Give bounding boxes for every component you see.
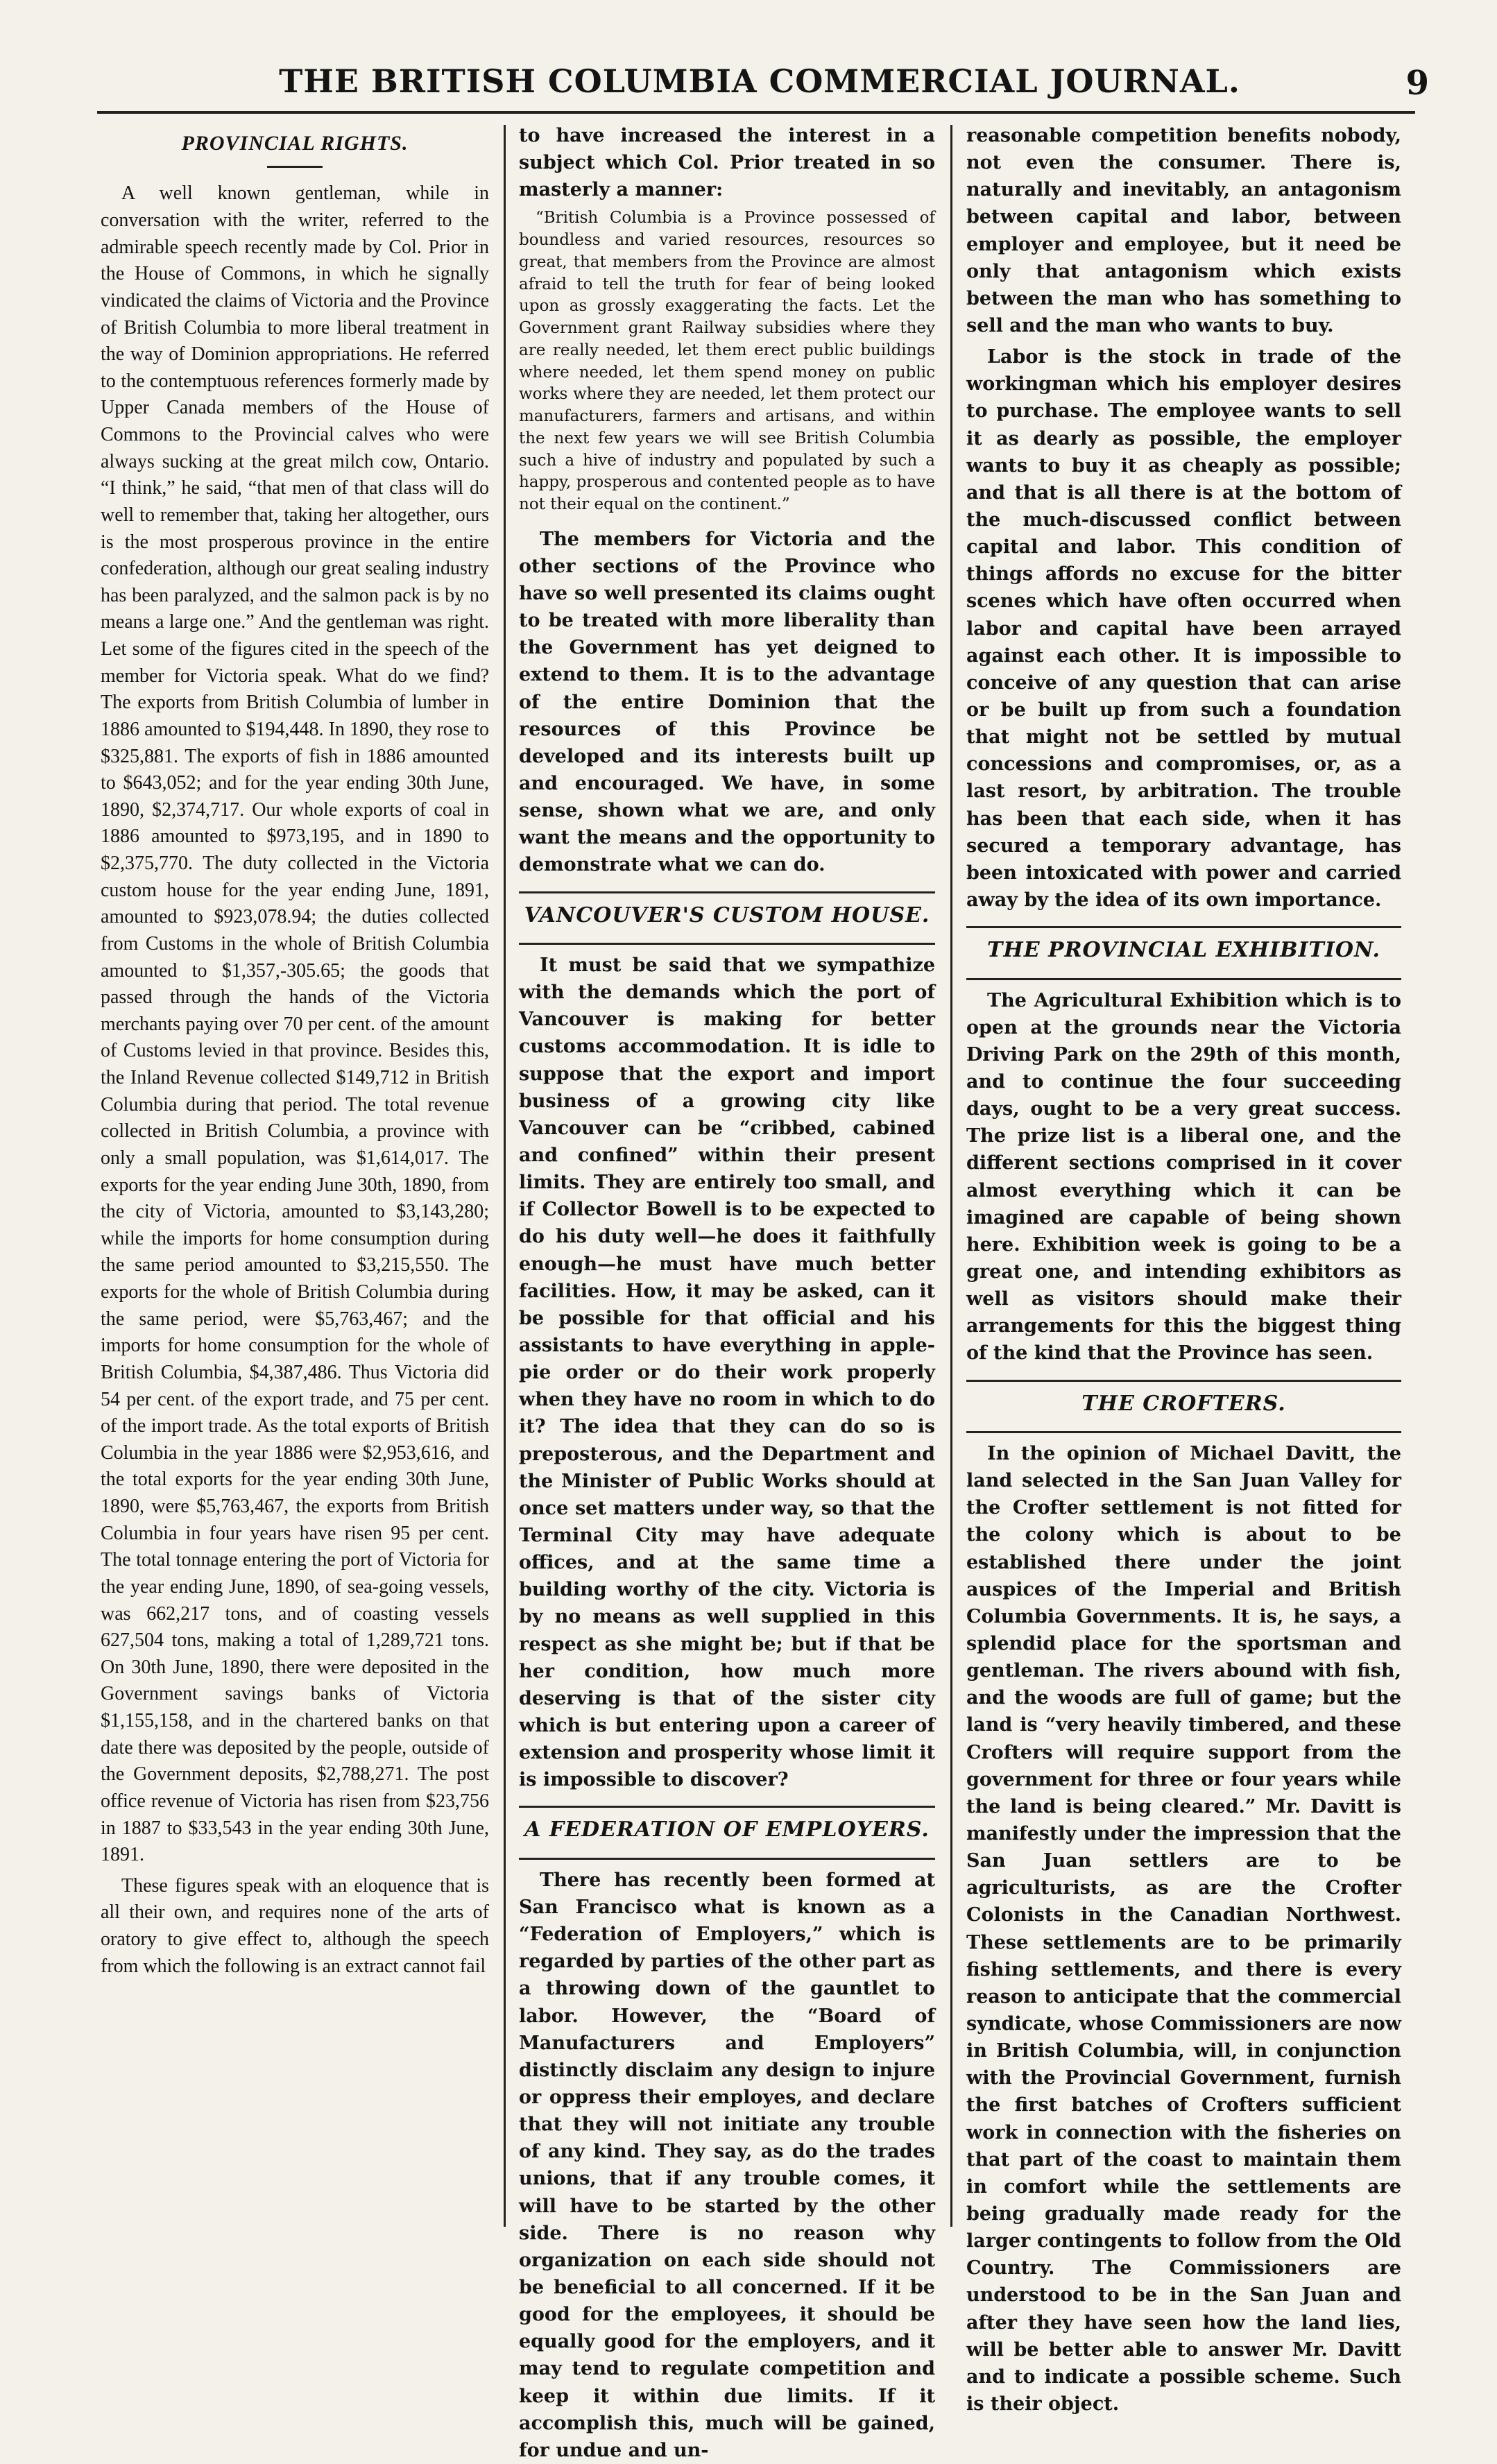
column-2 <box>519 122 935 2461</box>
section-rule <box>519 891 935 893</box>
column-1 <box>101 122 489 2231</box>
section-rule <box>966 1380 1401 1382</box>
article-paragraph: A well known gentleman, while in conversation with the writer, referred to the admirable speech recently made by Col. Prior in the House of Commons, in which he signally vindicated the claims of Victoria and the Province of British Columbia to more liberal treatment in the way of Dominion appropriations. He referred to the contemptuous references formerly made by Upper Canada members of the House of Commons to the Provincial calves who were always sucking at the great milch cow, Ontario. “I think,” he said, “that men of that class will do well to remember that, taking her altogether, ours is the most prosperous province in the entire confederation, although our great sealing industry has been paralyzed, and the salmon pack is by no means a large one.” And the gentleman was right. Let some of the figures cited in the speech of the member for Victoria speak. What do we find? The exports from British Columbia of lumber in 1886 amounted to $194,448. In 1890, they rose to $325,881. The exports of fish in 1886 amounted to $643,052; and for the year ending 30th June, 1890, $2,374,717. Our whole exports of coal in 1886 amounted to $973,195, and in 1890 to $2,375,770. The duty collected in the Victoria custom house for the year ending June, 1891, amounted to $923,078.94; the duties collected from Customs in the whole of British Columbia amounted to $1,357,-305.65; the goods that passed through the hands of the Victoria merchants paying over 70 per cent. of the amount of Customs levied in that province. Besides this, the Inland Revenue collected $149,712 in British Columbia during that period. The total revenue collected in British Columbia, a province with only a small population, was $1,614,017. The exports for the year ending June 30th, 1890, from the city of Victoria, amounted to $3,143,280; while the imports for home consumption during the same period amounted to $3,215,550. The exports for the whole of British Columbia during the same period, were $5,763,467; and the imports for home consumption for the whole of British Columbia, $4,387,486. Thus Victoria did 54 per cent. of the export trade, and 75 per cent. of the import trade. As the total exports of British Columbia in the year 1886 were $2,953,616, and the total exports for the year ending 30th June, 1890, were $5,763,467, the exports from British Columbia in four years have risen 95 per cent. The total tonnage entering the port of Victoria for the year ending June, 1890, of sea-going vessels, was 662,217 tons, and of coasting vessels 627,504 tons, making a total of 1,289,721 tons. On 30th June, 1890, there were deposited in the Government savings banks of Victoria $1,155,158, and in the chartered banks on that date there was deposited by the people, outside of the Government deposits, $2,788,271. The post office revenue of Victoria has risen from $23,756 in 1887 to $33,543 in the year ending 30th June, 1891. <box>101 182 489 1866</box>
column-rule-1 <box>504 125 506 2227</box>
column-3 <box>966 122 1401 2415</box>
heading-provincial-rights: PROVINCIAL RIGHTS. <box>181 132 409 155</box>
section-rule <box>966 978 1401 980</box>
journal-title: THE BRITISH COLUMBIA COMMERCIAL JOURNAL. <box>279 62 1240 100</box>
masthead <box>90 62 1429 111</box>
page-number: 9 <box>1405 64 1429 103</box>
section-rule <box>519 1858 935 1860</box>
heading-provincial-exhibition: THE PROVINCIAL EXHIBITION. <box>987 938 1380 963</box>
masthead-rule <box>97 111 1415 114</box>
speech-quote <box>519 207 935 515</box>
article-continuation: reasonable competition benefits nobody, not even the consumer. There is, naturally and inevitably, an antagonism between capital and labor, between employer and employee, but it need be only that antagonism which exists between the man who has something to sell and the man who wants to buy. <box>966 125 1401 336</box>
heading-vancouver-custom-house: VANCOUVER'S CUSTOM HOUSE. <box>524 902 930 927</box>
heading-crofters: THE CROFTERS. <box>1081 1391 1286 1416</box>
section-rule <box>966 926 1401 928</box>
heading-federation-of-employers: A FEDERATION OF EMPLOYERS. <box>524 1817 930 1842</box>
article-paragraph: In the opinion of Michael Davitt, the land selected in the San Juan Valley for the Crofter settlement is not fitted for the colony which is about to be established there under the joint auspices of the Imperial and British Columbia Governments. It is, he says, a splendid place for the sportsman and gentleman. The rivers abound with fish, and the woods are full of game; but the land is “very heavily timbered, and these Crofters will require support from the government for three or four years while the land is being cleared.” Mr. Davitt is manifestly under the impression that the San Juan settlers are to be agriculturists, as are the Crofter Colonists in the Canadian Northwest. These settlements are to be primarily fishing settlements, and there is every reason to anticipate that the commercial syndicate, whose Commissioners are now in British Columbia, will, in conjunction with the Provincial Government, furnish the first batches of Crofters sufficient work in connection with the fisheries on that part of the coast to maintain them in comfort while the settlements are being gradually made ready for the larger contingents to follow from the Old Country. The Commissioners are understood to be in the San Juan and after they have seen how the land lies, will be better able to answer Mr. Davitt and to indicate a possible scheme. Such is their object. <box>966 1443 1401 2415</box>
article-continuation: to have increased the interest in a subject which Col. Prior treated in so masterly a manner: <box>519 125 935 201</box>
article-paragraph: The members for Victoria and the other sections of the Province who have so well presented its claims ought to be treated with more liberality than the Government has yet deigned to extend to them. It is to the advantage of the entire Dominion that the resources of this Province be developed and its interests built up and encouraged. We have, in some sense, shown what we are, and only want the means and the opportunity to demonstrate what we can do. <box>519 528 935 876</box>
column-rule-2 <box>950 125 952 2227</box>
quote-text: “British Columbia is a Province possessed of boundless and varied resources, resources so great, that members from the Province are almost afraid to tell the truth for fear of being looked upon as grossly exaggerating the facts. Let the Government grant Railway subsidies where they are really needed, let them erect public buildings where needed, let them spend money on public works where they are needed, let them protect our manufacturers, farmers and artisans, and within the next few years we will see British Columbia such a hive of industry and populated by such a happy, prosperous and contented people as to have not their equal on the continent.” <box>519 209 935 513</box>
section-rule <box>519 1806 935 1808</box>
article-paragraph: These figures speak with an eloquence that is all their own, and requires none of the arts of oratory to give effect to, although the speech from which the following is an extract cannot fail <box>101 1874 489 1977</box>
article-paragraph: There has recently been formed at San Francisco what is known as a “Federation of Employers,” which is regarded by parties of the other part as a throwing down of the gauntlet to labor. However, the “Board of Manufacturers and Employers” distinctly disclaim any design to injure or oppress their employes, and declare that they will not initiate any trouble of any kind. They say, as do the trades unions, that if any trouble comes, it will have to be started by the other side. There is no reason why organization on each side should not be beneficial to all concerned. If it be good for the employees, it should be equally good for the employers, and it may tend to regulate competition and keep it within due limits. If it accomplish this, much will be gained, for undue and un- <box>519 1869 935 2461</box>
article-paragraph: The Agricultural Exhibition which is to open at the grounds near the Victoria Driving Park on the 29th of this month, and to continue the four succeeding days, ought to be a very great success. The prize list is a liberal one, and the different sections comprised in it cover almost everything which it can be imagined are capable of being shown here. Exhibition week is going to be a great one, and intending exhibitors as well as visitors should make their arrangements for this the biggest thing of the kind that the Province has seen. <box>966 989 1401 1364</box>
article-paragraph: It must be said that we sympathize with the demands which the port of Vancouver is making for better customs accommodation. It is idle to suppose that the export and import business of a growing city like Vancouver can be “cribbed, cabined and confined” within their present limits. They are entirely too small, and if Collector Bowell is to be expected to do his duty well—he does it faithfully enough—he must have much better facilities. How, it may be asked, can it be possible for that official and his assistants to have everything in apple-pie order or do their work properly when they have no room in which to do it? The idea that they can do so is preposterous, and the Department and the Minister of Public Works should at once set matters under way, so that the Terminal City may have adequate offices, and at the same time a building worthy of the city. Victoria is by no means as well supplied in this respect as she might be; but if that be her condition, how much more deserving is that of the sister city which is but entering upon a career of extension and prosperity whose limit it is impossible to discover? <box>519 955 935 1791</box>
section-rule <box>519 943 935 945</box>
section-rule <box>966 1431 1401 1433</box>
article-paragraph: Labor is the stock in trade of the workingman which his employer desires to purchase. The employee wants to sell it as dearly as possible, the employer wants to buy it as cheaply as possible; and that is all there is at the bottom of the much-discussed conflict between capital and labor. This condition of things affords no excuse for the bitter scenes which have often occurred when labor and capital have been arrayed against each other. It is impossible to conceive of any question that can arise or be built up from such a foundation that might not be settled by mutual concessions and compromises, or, as a last resort, by arbitration. The trouble has been that each side, when it has secured a temporary advantage, has been intoxicated with power and carried away by the idea of its own importance. <box>966 346 1401 911</box>
heading-rule <box>267 166 323 168</box>
